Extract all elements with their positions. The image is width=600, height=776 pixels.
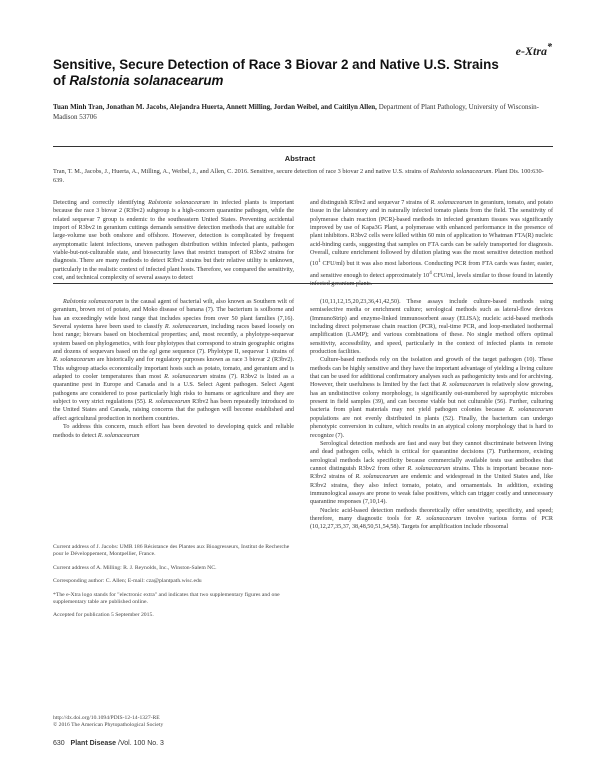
abstract-heading: Abstract (284, 154, 316, 163)
species-name: R. solanacearum (148, 399, 191, 406)
species-name: R. solanacearum (442, 382, 485, 389)
article-title (53, 57, 553, 89)
doi-link[interactable]: http://dx.doi.org/10.1094/PDIS-12-14-1327-RE (53, 715, 160, 721)
paragraph (310, 507, 553, 532)
abstract-citation: Tran, T. M., Jacobs, J., Huerta, A., Milling, A., Weibel, J., and Allen, C. 2016. Sensitive, secure detection of race 3 biovar 2 and native U.S. strains of Ralstonia solanacearum. Plant Dis. 100:630-639. (53, 168, 544, 184)
species-name: R. solanacearum (164, 324, 208, 331)
footnote-accepted: Accepted for publication 5 September 2015. (53, 612, 154, 619)
body-right-column (310, 298, 553, 532)
text-run: , including races based loosely on host range; biovars based on biochemical properties; and, most recently, a phylotype-sequevar system based on phylogenetics, with four phylotypes that correspond to strain geographic origins and dozens of sequevars based on the (53, 324, 294, 356)
footnotes (53, 544, 294, 626)
text-run: gene sequence (7). Phylotype II, sequevar 1 strains of (157, 349, 294, 356)
text-run: in infected plants is important because the race 3 biovar 2 (R3bv2) subgroup is a high-concern quarantine pathogen, while the related sequevar 7 group is endemic to the southeastern United States. Preventing accidental import of R3bv2 in geranium cuttings demands sensitive detection methods that are suitable for large-volume use both onshore and offshore. However, detection is complicated by frequent asymptomatic latent infections, uneven pathogen distribution within infected plants, pathogen viable-but-not-culturable state, and biosecurity laws that restrict transport of R3bv2 strains for diagnosis. There are many methods to detect R3bv2 strains but their relative utility is unknown, particularly in the realistic context of infected plant hosts. Therefore, we compared the sensitivity, cost, and technical complexity of several assays to detect (53, 200, 294, 282)
species-name: R. solanacearum (355, 474, 399, 481)
author-names: Tuan Minh Tran, Jonathan M. Jacobs, Alejandra Huerta, Annett Milling, Jordan Weibel, and Caitilyn Allen, (53, 103, 377, 111)
journal-name: Plant Disease (70, 740, 117, 747)
text-run: strains (7). R3bv2 is listed as a quarantine pest in Europe and Canada and is a U.S. Select Agent pathogen. Select Agent pathogens are considered to pose particularly high risks to humans or agriculture and they are subject to very strict regulations (55). (53, 374, 294, 406)
text-run: in geranium, tomato, and potato tissue in the laboratory and in naturally infected tomato plants from the field. The sensitivity of polymerase chain reaction (PCR)-based methods in infected geranium tissues was significantly improved by use of Kapa3G Plant, a polymerase with enhanced performance in the presence of plant inhibitors. R3bv2 cells were killed within 60 min of application to Whatman FTA(R) nucleic acid-binding cards, suggesting that samples on FTA cards can be safely transported for diagnosis. Overall, culture enrichment followed by dilution plating was the most sensitive detection method (10 (310, 200, 553, 268)
text-run: involve various forms of PCR (10,12,27,35,37, 38,48,50,51,54,58). Targets for amplification include ribosomal (310, 515, 553, 531)
text-run: are historically and for regulatory purposes known as race 3 biovar 2 (R3bv2). This subgroup attacks economically important hosts such as potato, tomato, and geranium and is adapted to cooler temperatures than most (53, 357, 294, 381)
abstract-right-column (310, 199, 553, 289)
text-run: are endemic and widespread in the United States and, like R3bv2 strains, they also infect tomato, potato, and ornamentals. In addition, existing immunological assays are prone to weak false positives, which can trigger costly and unnecessary quarantine responses (7,10,14). (310, 474, 553, 506)
paragraph (53, 298, 294, 423)
text-run: 1 (318, 258, 321, 265)
text-run: and distinguish R3bv2 and sequevar 7 strains of (310, 200, 431, 206)
affiliation: Department of Plant Pathology, University of Wisconsin-Madison 53706 (53, 103, 539, 121)
footnote-address-milling: Current address of A. Milling: R. J. Reynolds, Inc., Winston-Salem NC. (53, 564, 217, 571)
page-footer (53, 740, 164, 747)
paragraph (310, 199, 553, 289)
body-left-column (53, 298, 294, 440)
text-run: CFU/ml, levels similar to those found in latently infected geranium plants. (310, 272, 553, 288)
text-run: To address this concern, much effort has been devoted to developing quick and reliable methods to detect (53, 424, 294, 439)
paragraph (53, 423, 294, 440)
species-name: Ralstonia solanacearum (148, 200, 210, 206)
page-number: 630 (53, 740, 65, 747)
text-run: CFU/ml) but it was also most laborious. Conducting PCR from FTA cards was faster, easier, and sensitive enough to detect approximately 10 (310, 261, 553, 279)
text-run: R3bv2 has been repeatedly introduced to the United States and Canada, raising concerns that the pathogen will become established and affect agricultural production in northern countries. (53, 399, 294, 422)
text-run: strains. This is important because non-R3bv2 strains of (310, 465, 553, 481)
species-name: R. solanacearum (508, 407, 553, 414)
doi-block (53, 715, 294, 730)
footnote-corresponding-author: Corresponding author: C. Allen; E-mail: cza@plantpath.wisc.edu (53, 578, 202, 585)
abstract-left-column (53, 199, 294, 282)
paragraph (310, 298, 553, 356)
paragraph (310, 356, 553, 439)
text-run: (10,11,12,15,20,23,36,41,42,50). These assays include culture-based methods using semiselective media or enrichment culture; serological methods such as lateral-flow devices (ImmunoStrip) and enzyme-linked immunosorbent assay (ELISA); nucleic acid-based methods including direct polymerase chain reaction (PCR), real-time PCR, and loop-mediated isothermal amplification (LAMP); and various combinations of these. No single method offers optimal sensitivity, accessibility, and speed, particularly in the context of infected plants in remote production facilities. (310, 299, 553, 356)
species-name: R. solanacearum (407, 465, 451, 472)
volume-info: /Vol. 100 No. 3 (118, 740, 164, 747)
paragraph (310, 440, 553, 507)
text-run: Detecting and correctly identifying (53, 200, 149, 206)
species-name: R. solanacearum (97, 432, 140, 439)
footnote-address-jacobs: Current address of J. Jacobs: UMR 186 Résistance des Plantes aux Bioagresseurs, Institut de Recherche pour le Développement, Montpellier, France. (53, 544, 290, 558)
footnote-extra: *The e-Xtra logo stands for "electronic extra" and indicates that two supplementary figures and one supplementary table are published online. (53, 591, 280, 606)
e-xtra-logo: e-Xtra* (515, 42, 552, 58)
text-run: Serological detection methods are fast and easy but they cannot discriminate between living and dead pathogen cells, which is critical for quarantine decisions (7). Furthermore, existing serological methods lack specificity because commercially available tests use antibodies that cannot distinguish R3bv2 from other (310, 440, 553, 472)
top-rule (53, 146, 553, 147)
title-species: Ralstonia solanacearum (69, 73, 224, 88)
title-line-1: Sensitive, Secure Detection of Race 3 Biovar 2 and Native U.S. Strains (53, 57, 499, 72)
species-name: R. solanacearum (416, 515, 462, 522)
text-run: is relatively slow growing, has an undistinctive colony morphology, is significantly out-numbered by saprophytic microbes present in field samples (39), and can become viable but not culturable (56). Further, culturing bacteria from plant materials may not yield pathogen colonies because (310, 382, 553, 414)
text-run: Nucleic acid-based detection methods theoretically offer sensitivity, specificity, and speed; therefore, many diagnostic tools for (310, 507, 553, 522)
title-line-2-prefix: of (53, 73, 70, 88)
species-name: egl (149, 349, 158, 356)
text-run: Culture-based methods rely on the isolation and growth of the target pathogen (10). These methods can be highly sensitive and they have the important advantage of yielding a living culture that can be used for additional confirmatory analyses such as pathogenicity tests and for archiving. However, their usefulness is limited by the fact that (310, 357, 553, 389)
abstract-bottom-rule (53, 283, 553, 284)
species-name: R. solanacearum (430, 200, 473, 206)
text-run: populations are not evenly distributed in plants (52). Finally, the bacterium can undergo phenotypic conversion in culture, which results in an atypical colony morphology that is hard to recognize (7). (310, 415, 553, 439)
text-run: is the causal agent of bacterial wilt, also known as Southern wilt of geranium, brown rot of potato, and Moko disease of banana (7). The bacterium is soilborne and has an exceedingly wide host range that includes species from over 50 plant families (7,16). Several systems have been used to classify (53, 299, 294, 331)
copyright: © 2016 The American Phytopathological Society (53, 722, 164, 729)
species-name: R. solanacearum (53, 357, 95, 364)
paragraph (53, 199, 294, 282)
author-list (53, 103, 553, 122)
species-name: Ralstonia solanacearum (63, 299, 124, 305)
species-name: R. solanacearum (164, 374, 208, 381)
text-run: 4 (429, 269, 432, 276)
